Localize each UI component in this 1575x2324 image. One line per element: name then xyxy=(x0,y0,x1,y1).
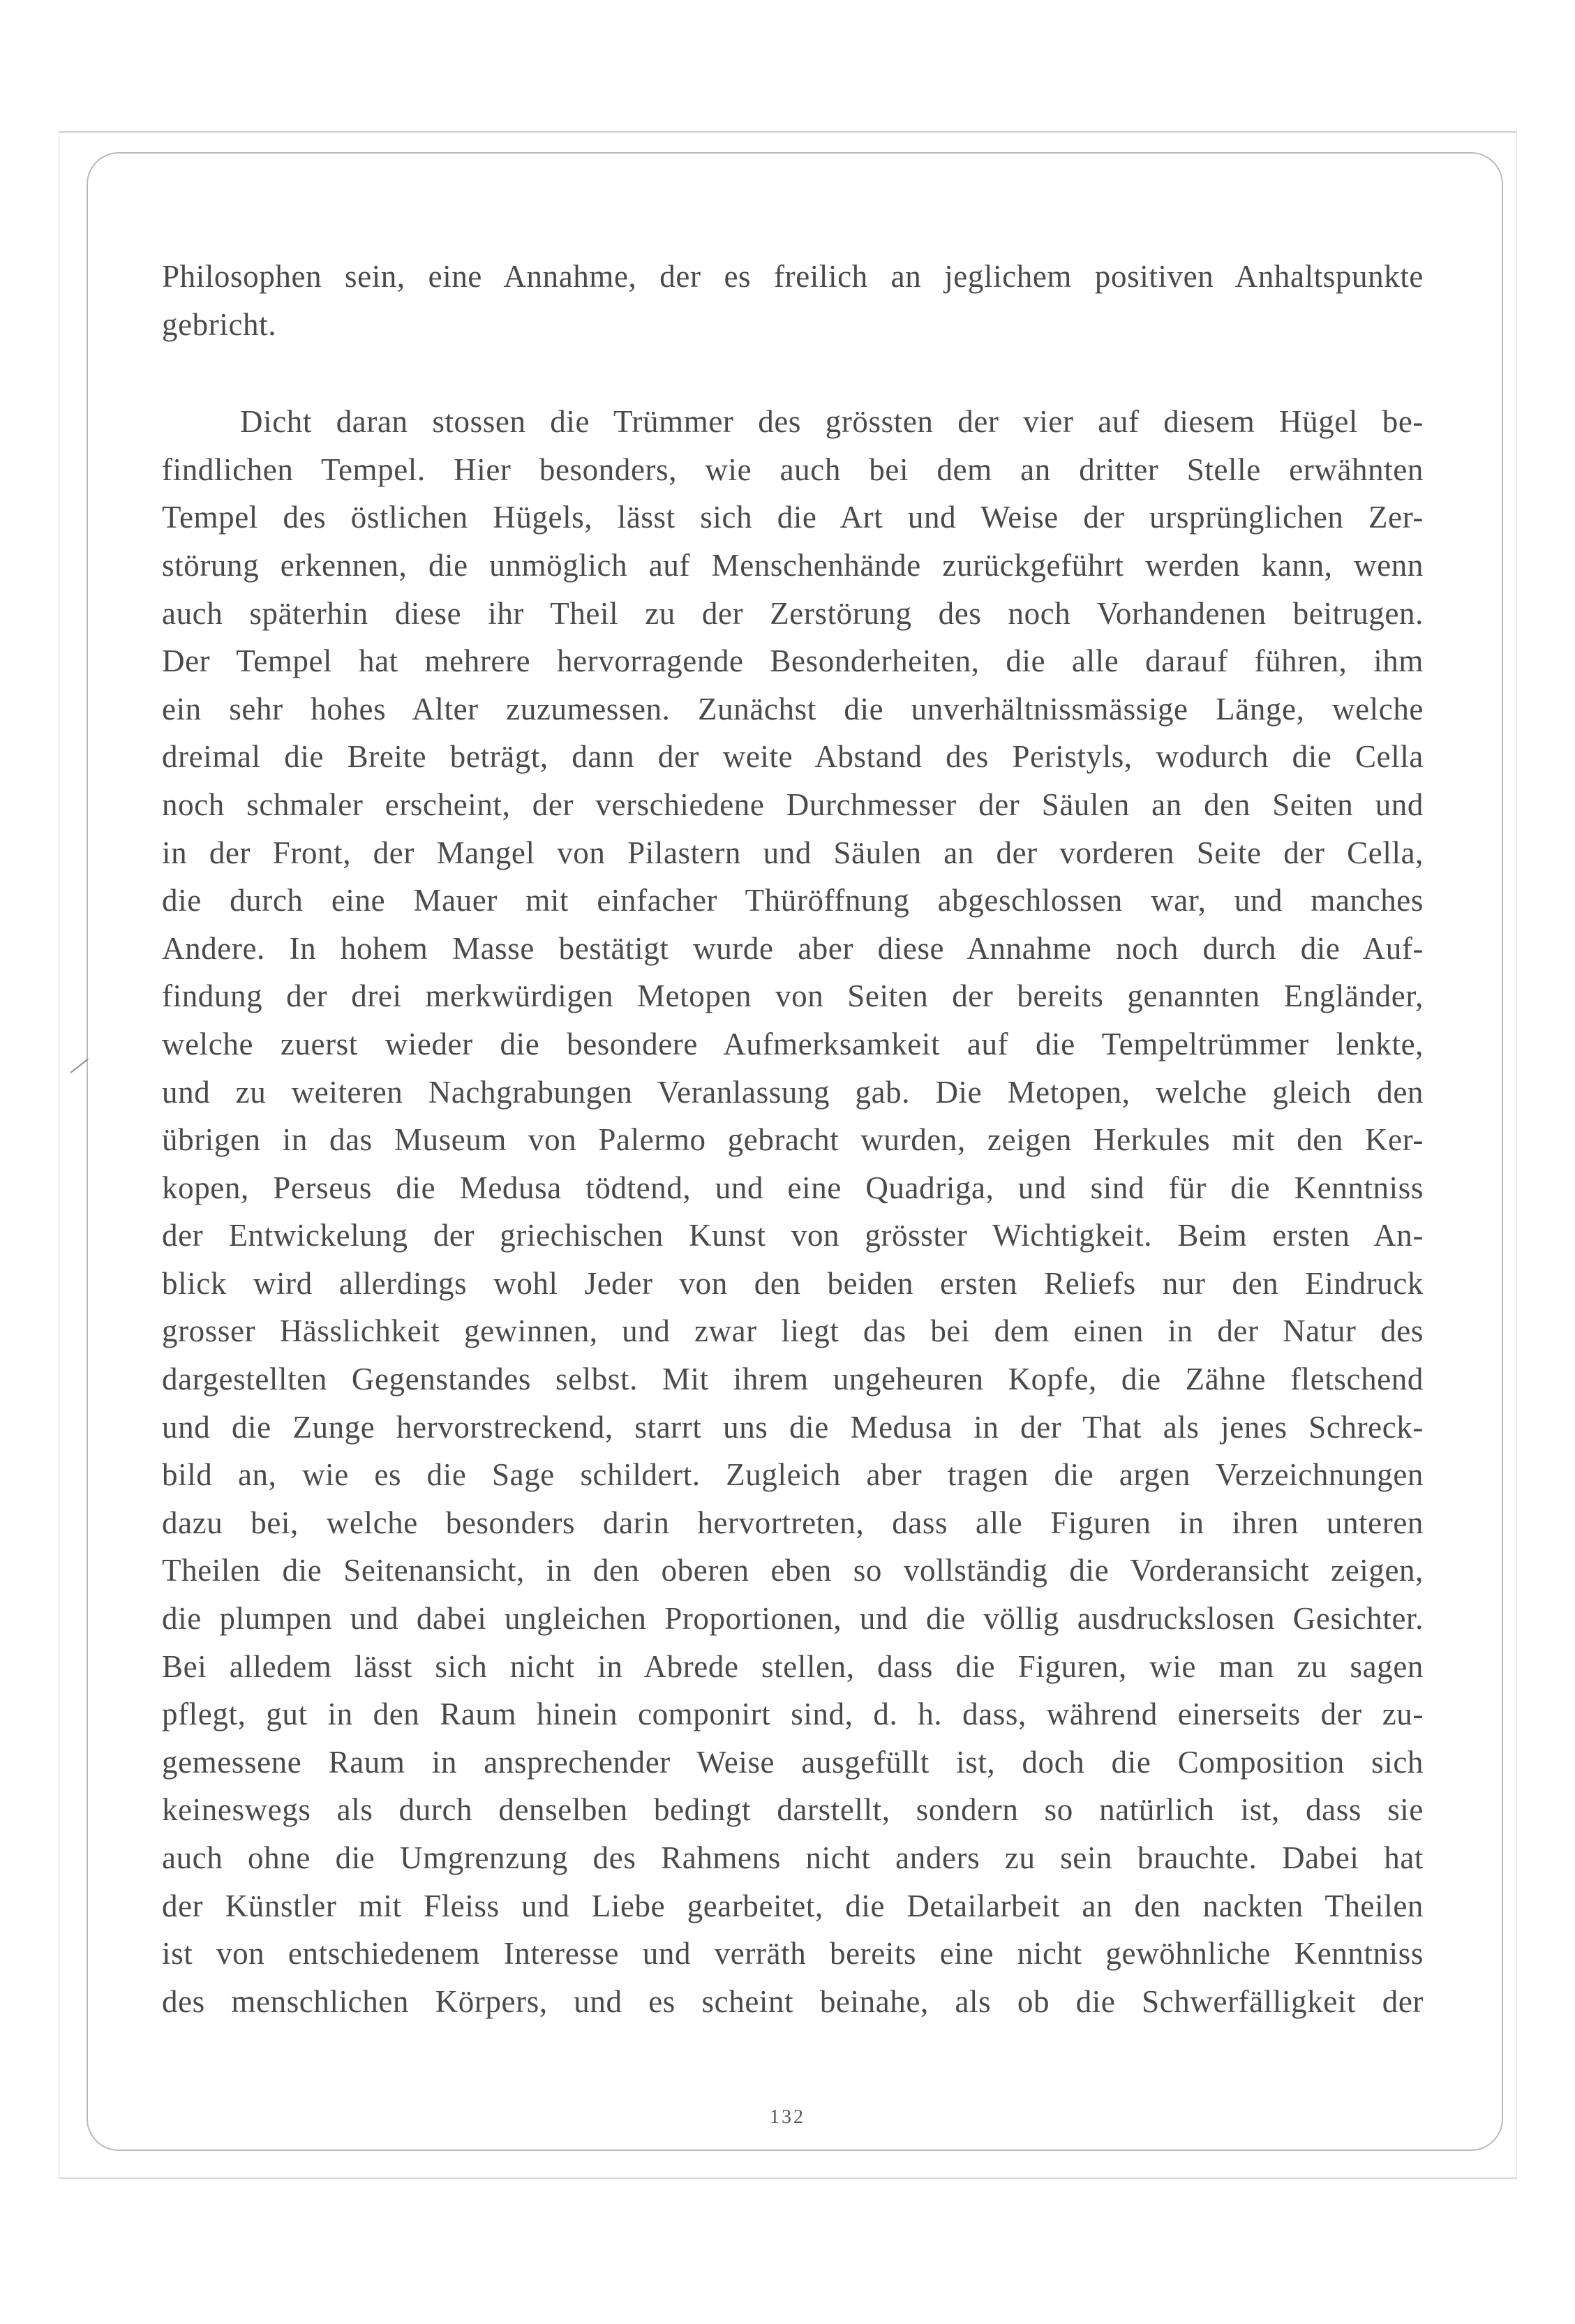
text-line: gemessene Raum in ansprechender Weise ausgefüllt ist, doch die Composition sich xyxy=(162,1744,1424,1780)
text-line: die plumpen und dabei ungleichen Proportionen, und die völlig ausdruckslosen Gesichter. xyxy=(162,1601,1424,1637)
text-line: störung erkennen, die unmöglich auf Menschenhände zurückgeführt werden kann, wenn xyxy=(162,547,1424,583)
text-line: grosser Hässlichkeit gewinnen, und zwar liegt das bei dem einen in der Natur des xyxy=(162,1313,1424,1349)
text-line: Andere. In hohem Masse bestätigt wurde aber diese Annahme noch durch die Auf- xyxy=(162,930,1424,966)
text-line: auch ohne die Umgrenzung des Rahmens nicht anders zu sein brauchte. Dabei hat xyxy=(162,1840,1424,1875)
text-line: des menschlichen Körpers, und es scheint beinahe, als ob die Schwerfälligkeit der xyxy=(162,1983,1424,2019)
text-line: dargestellten Gegenstandes selbst. Mit ihrem ungeheuren Kopfe, die Zähne fletschend xyxy=(162,1362,1424,1397)
text-line: auch späterhin diese ihr Theil zu der Zerstörung des noch Vorhandenen beitrugen. xyxy=(162,595,1424,631)
text-line: pflegt, gut in den Raum hinein componirt sind, d. h. dass, während einerseits der zu- xyxy=(162,1697,1424,1732)
text-line: Philosophen sein, eine Annahme, der es freilich an jeglichem positiven Anhaltspunkte xyxy=(162,259,1424,294)
text-line: findlichen Tempel. Hier besonders, wie auch bei dem an dritter Stelle erwähnten xyxy=(162,452,1424,487)
text-line: gebricht. xyxy=(162,306,277,342)
text-line: ein sehr hohes Alter zuzumessen. Zunächst die unverhältnissmässige Länge, welche xyxy=(162,691,1424,727)
paragraph-1 xyxy=(162,253,1424,348)
paragraph-gap xyxy=(162,348,1424,398)
text-line: der Künstler mit Fleiss und Liebe gearbeitet, die Detailarbeit an den nackten Theilen xyxy=(162,1888,1424,1923)
text-line: dazu bei, welche besonders darin hervortreten, dass alle Figuren in ihren unteren xyxy=(162,1505,1424,1540)
text-line: Der Tempel hat mehrere hervorragende Besonderheiten, die alle darauf führen, ihm xyxy=(162,643,1424,679)
page-number: 132 xyxy=(770,2106,805,2128)
text-line: der Entwickelung der griechischen Kunst von grösster Wichtigkeit. Beim ersten An- xyxy=(162,1218,1424,1253)
text-line: und die Zunge hervorstreckend, starrt uns die Medusa in der That als jenes Schreck- xyxy=(162,1409,1424,1445)
body-text xyxy=(162,253,1424,2025)
text-line: dreimal die Breite beträgt, dann der weite Abstand des Peristyls, wodurch die Cella xyxy=(162,739,1424,775)
text-line: welche zuerst wieder die besondere Aufmerksamkeit auf die Tempeltrümmer lenkte, xyxy=(162,1026,1424,1062)
text-line: bild an, wie es die Sage schildert. Zugleich aber tragen die argen Verzeichnungen xyxy=(162,1457,1424,1493)
paragraph-2 xyxy=(162,398,1424,2025)
text-line: Tempel des östlichen Hügels, lässt sich die Art und Weise der ursprünglichen Zer- xyxy=(162,500,1424,535)
text-line: blick wird allerdings wohl Jeder von den beiden ersten Reliefs nur den Eindruck xyxy=(162,1265,1424,1301)
text-line: ist von entschiedenem Interesse und verräth bereits eine nicht gewöhnliche Kenntniss xyxy=(162,1936,1424,1972)
text-line: und zu weiteren Nachgrabungen Veranlassung gab. Die Metopen, welche gleich den xyxy=(162,1074,1424,1110)
text-line: keineswegs als durch denselben bedingt darstellt, sondern so natürlich ist, dass sie xyxy=(162,1792,1424,1828)
text-line: Dicht daran stossen die Trümmer des grössten der vier auf diesem Hügel be- xyxy=(240,404,1424,440)
text-line: findung der drei merkwürdigen Metopen von Seiten der bereits genannten Engländer, xyxy=(162,978,1424,1014)
text-line: die durch eine Mauer mit einfacher Thüröffnung abgeschlossen war, und manches xyxy=(162,883,1424,918)
text-line: noch schmaler erscheint, der verschiedene Durchmesser der Säulen an den Seiten und xyxy=(162,787,1424,822)
text-line: kopen, Perseus die Medusa tödtend, und eine Quadriga, und sind für die Kenntniss xyxy=(162,1170,1424,1205)
text-line: Bei alledem lässt sich nicht in Abrede stellen, dass die Figuren, wie man zu sagen xyxy=(162,1648,1424,1684)
text-line: Theilen die Seitenansicht, in den oberen eben so vollständig die Vorderansicht zeigen, xyxy=(162,1553,1424,1588)
text-line: in der Front, der Mangel von Pilastern und Säulen an der vorderen Seite der Cella, xyxy=(162,835,1424,870)
text-line: übrigen in das Museum von Palermo gebracht wurden, zeigen Herkules mit den Ker- xyxy=(162,1122,1424,1158)
